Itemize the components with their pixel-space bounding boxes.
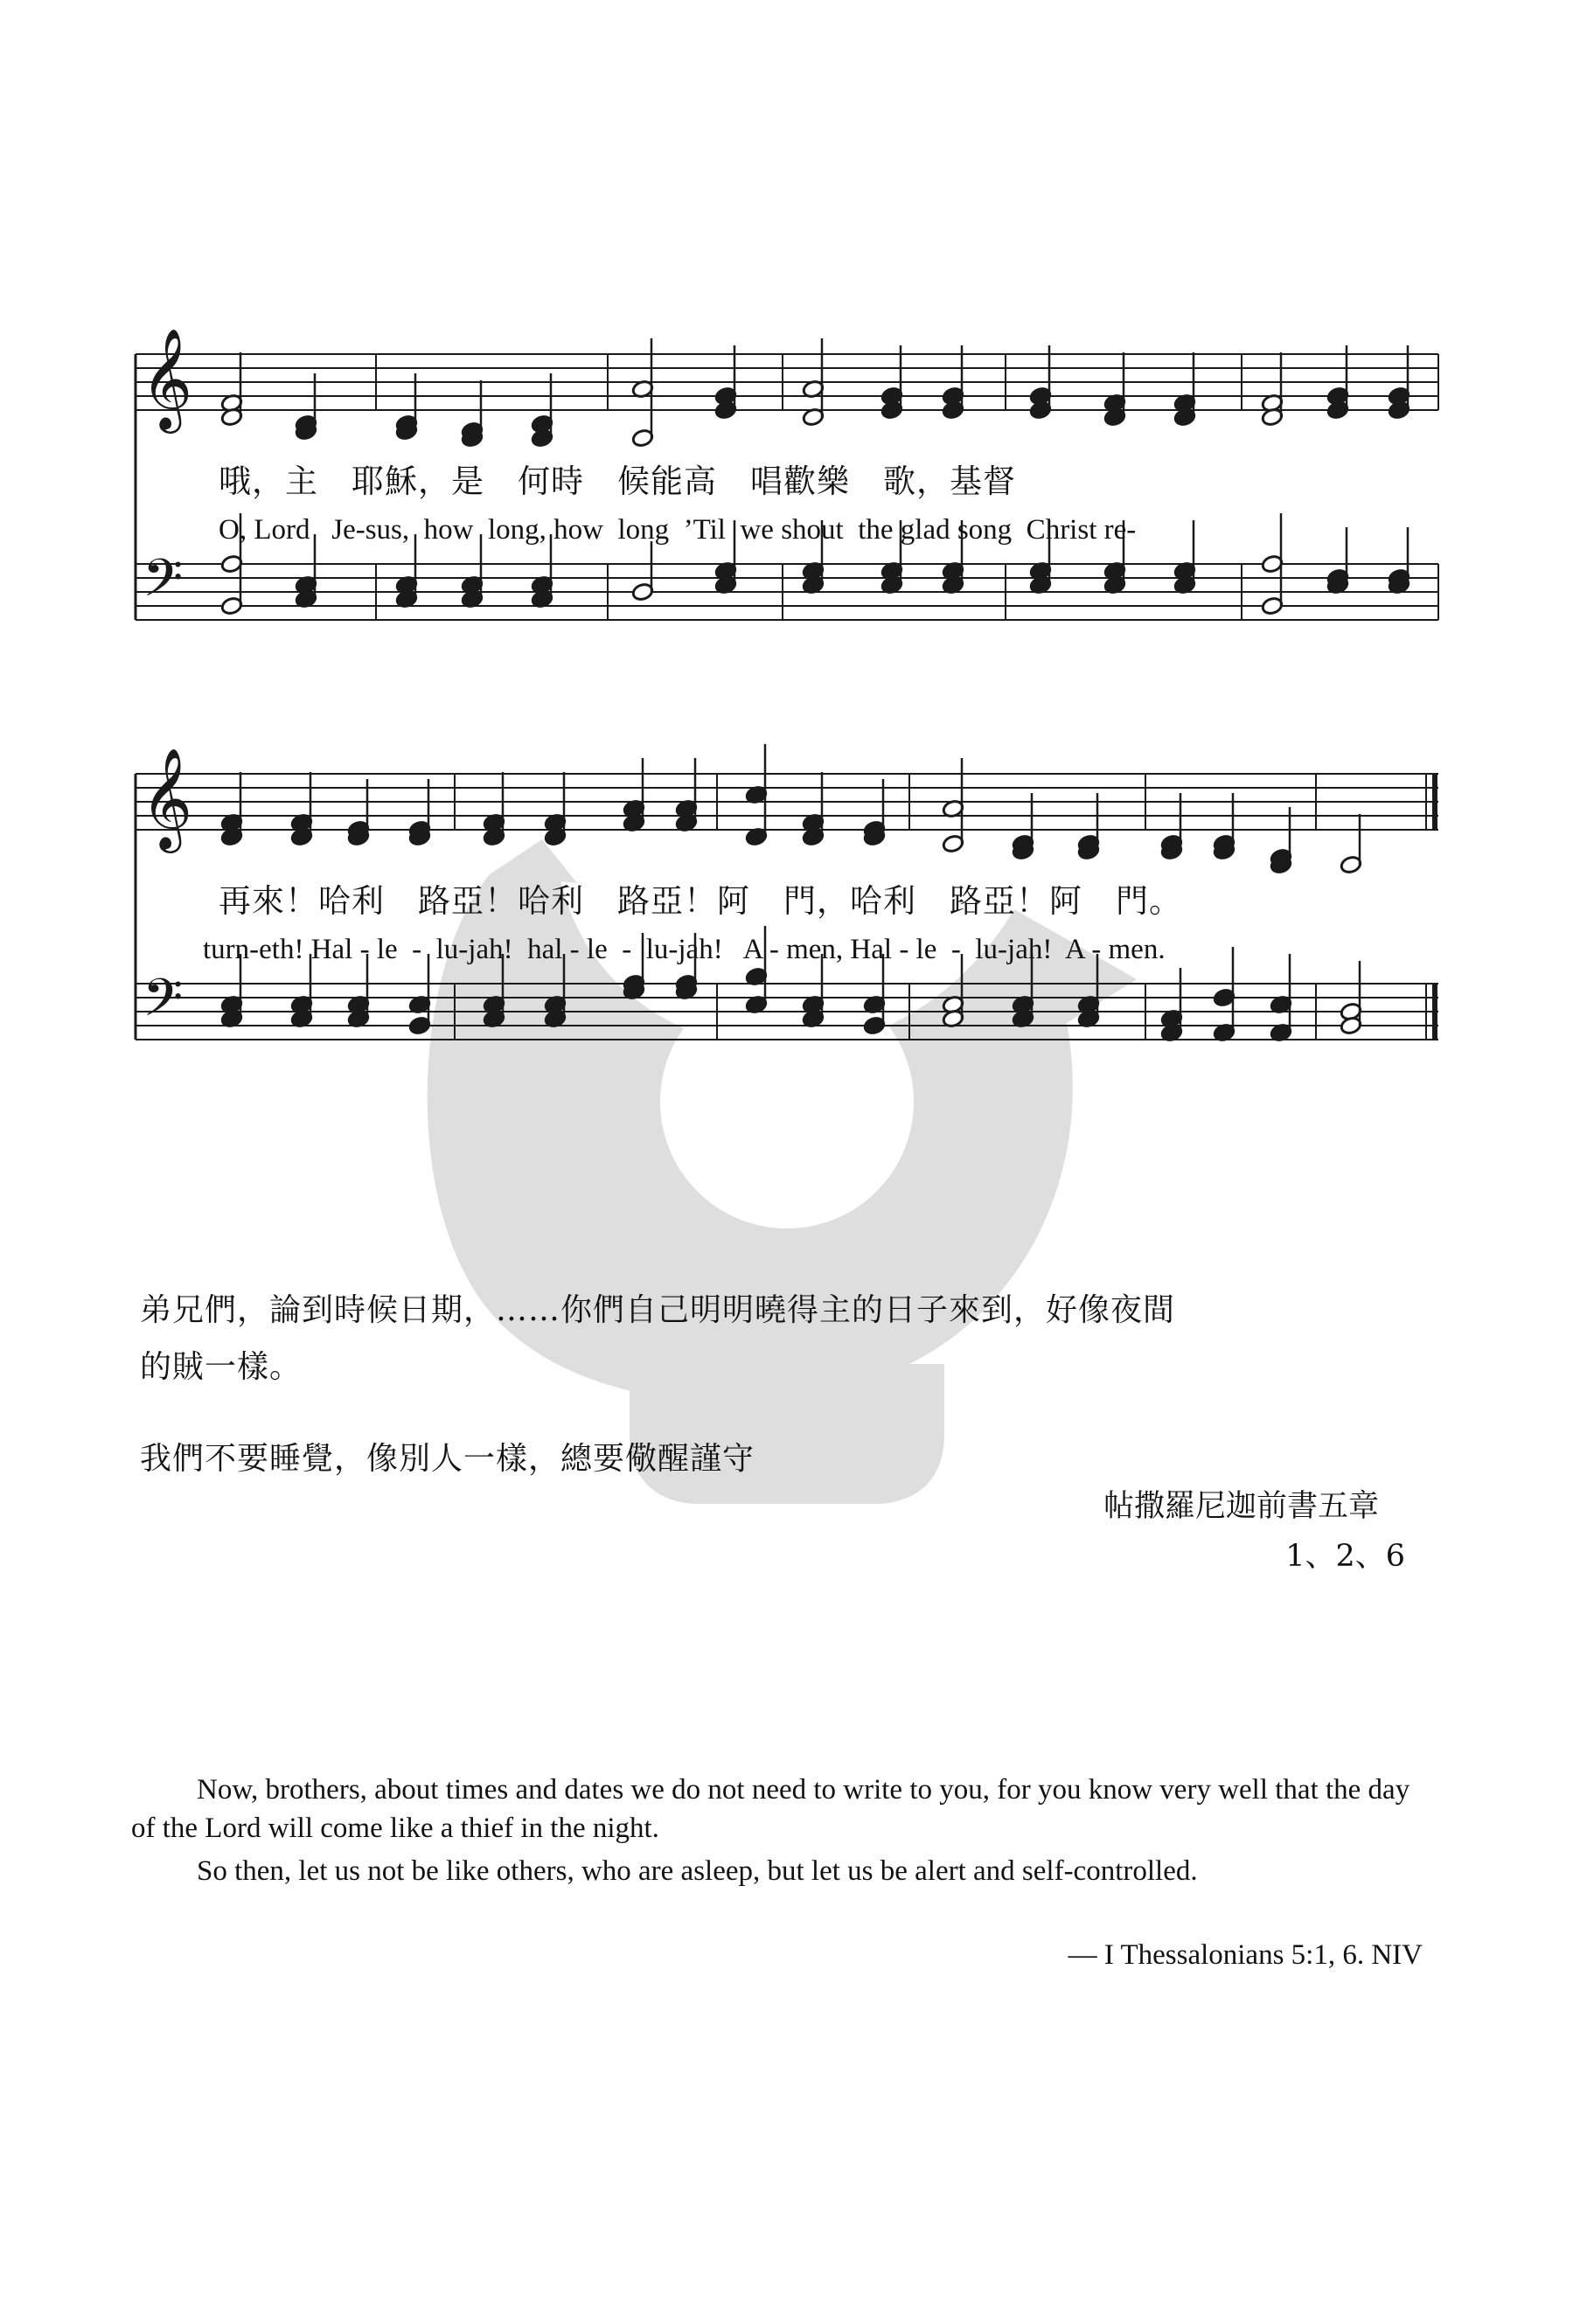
scripture-zh-line-2: 的賊一樣。 xyxy=(140,1349,303,1385)
chinese-lyrics-line-1: 哦，主 耶穌，是 何時 候能高 唱歡樂 歌，基督 xyxy=(219,463,1016,500)
scripture-en-paragraph-1 xyxy=(131,1771,1425,1847)
chinese-lyrics-line-2: 再來！哈利 路亞！哈利 路亞！阿 門，哈利 路亞！阿 門。 xyxy=(219,882,1182,920)
scripture-zh-line-1: 弟兄們，論到時候日期，……你們自己明明曉得主的日子來到，好像夜間 xyxy=(140,1292,1176,1328)
treble-clef-icon: 𝄞 xyxy=(141,327,193,429)
bass-clef-icon: 𝄢 xyxy=(143,547,184,621)
treble-clef-icon: 𝄞 xyxy=(141,747,193,849)
scripture-zh-line-3: 我們不要睡覺，像別人一樣，總要儆醒謹守 xyxy=(140,1441,755,1477)
english-lyrics-line-1: O, Lord Je-sus, how long, how long ’Til we shout the glad song Christ re- xyxy=(219,514,1137,546)
scripture-en-text-2: So then, let us not be like others, who are asleep, but let us be alert and self-controlled. xyxy=(197,1855,1198,1887)
scripture-en-reference: — I Thessalonians 5:1, 6. NIV xyxy=(1068,1939,1423,1971)
scripture-zh-reference-verses: 1、2、6 xyxy=(1285,1539,1405,1574)
scripture-en-text-1: Now, brothers, about times and dates we do not need to write to you, for you know very well that the day of the Lord will come like a thief in the night. xyxy=(131,1774,1410,1844)
scripture-en-paragraph-2 xyxy=(197,1852,1438,1890)
scripture-zh-reference-book: 帖撒羅尼迦前書五章 xyxy=(1103,1489,1379,1524)
bass-clef-icon: 𝄢 xyxy=(143,967,184,1040)
english-lyrics-line-2: turn-eth! Hal - le - lu-jah! hal - le - lu-jah! A - men, Hal - le - lu-jah! A - men. xyxy=(203,934,1166,965)
